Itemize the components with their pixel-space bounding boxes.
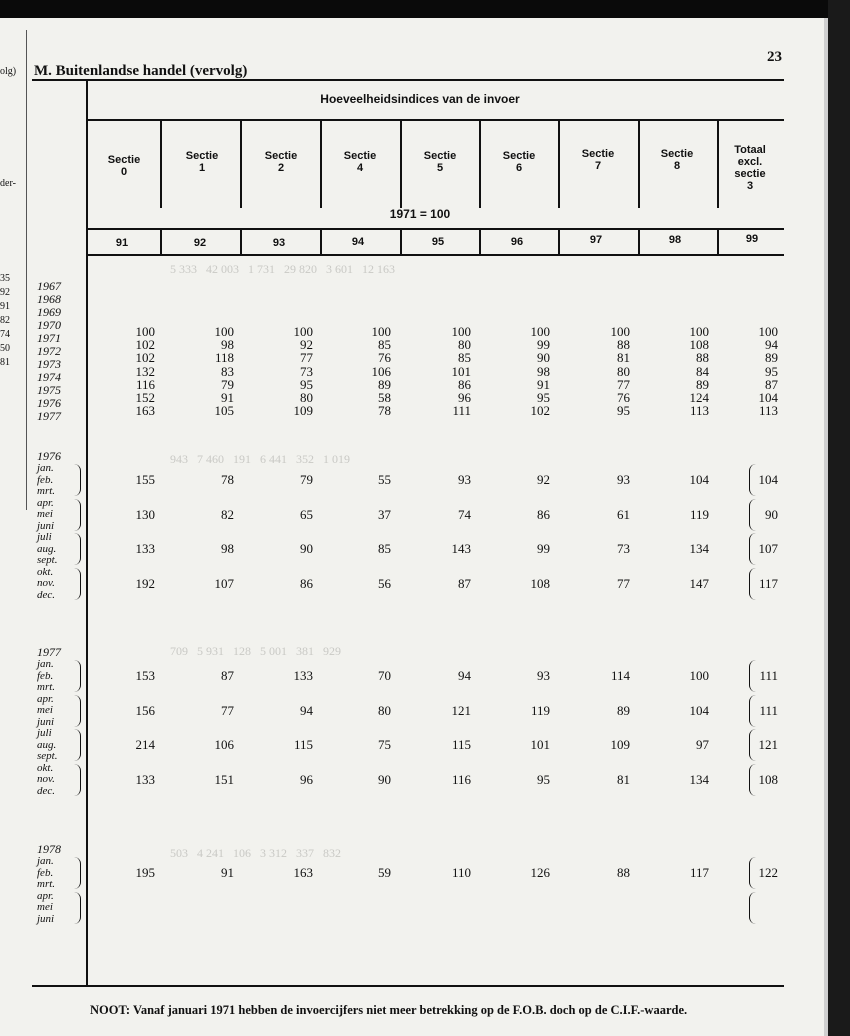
quarter-cell: 104 [689, 702, 709, 718]
annual-cell: 96 [458, 390, 471, 405]
quarter-brace [74, 892, 81, 924]
month-label: okt. [37, 565, 54, 578]
month-label: mei [37, 704, 53, 716]
annual-cell: 102 [135, 350, 155, 366]
annual-cell: 95 [537, 390, 550, 405]
quarter-cell: 37 [378, 506, 391, 522]
column-header: Sectie 4 [343, 150, 377, 174]
annual-cell: 108 [689, 337, 709, 353]
month-label: jan. [37, 462, 54, 474]
annual-cell: 88 [696, 350, 709, 366]
quarter-cell: 133 [293, 668, 313, 683]
quarter-brace [74, 729, 81, 761]
column-code: 95 [431, 236, 445, 248]
column-header: Sectie 6 [502, 150, 536, 174]
quarter-brace-right [749, 892, 756, 924]
quarter-cell: 195 [135, 865, 155, 880]
annual-cell: 88 [617, 337, 630, 353]
row-label: 1975 [37, 383, 61, 397]
column-header: Totaal excl. sectie 3 [734, 144, 766, 192]
annual-cell: 100 [530, 324, 550, 339]
annual-cell: 113 [758, 403, 778, 419]
column-code: 97 [589, 234, 603, 246]
quarter-brace [74, 533, 81, 565]
annual-cell: 84 [696, 363, 709, 379]
top-border [0, 0, 850, 18]
quarter-cell: 116 [451, 771, 471, 787]
rule-col [320, 120, 322, 208]
row-label: 1971 [37, 331, 61, 345]
quarter-cell: 134 [689, 771, 709, 787]
month-label: sept. [37, 554, 58, 566]
quarter-cell: 107 [214, 575, 234, 591]
page-title: M. Buitenlandse handel (vervolg) [34, 63, 248, 79]
margin-fragment: der- [0, 178, 16, 189]
annual-cell: 111 [452, 403, 471, 419]
annual-cell: 100 [371, 324, 391, 339]
month-label: jan. [37, 658, 54, 670]
quarter-cell: 101 [530, 737, 550, 752]
annual-cell: 87 [765, 376, 778, 392]
quarter-cell: 89 [617, 702, 630, 718]
quarter-cell: 79 [300, 472, 313, 487]
quarter-cell: 94 [458, 668, 471, 683]
margin-fragment: 35 [0, 273, 10, 284]
annual-cell: 100 [293, 324, 313, 339]
quarter-cell: 163 [293, 865, 313, 880]
bleed-through-text: 709 5 931 128 5 001 381 929 [170, 644, 341, 658]
annual-cell: 100 [689, 324, 709, 339]
row-label: 1974 [37, 370, 61, 384]
month-label: aug. [37, 738, 57, 751]
annual-cell: 76 [617, 390, 630, 405]
quarter-cell: 115 [293, 737, 313, 752]
quarter-cell: 117 [758, 575, 778, 591]
annual-cell: 109 [293, 403, 313, 419]
column-header: Sectie 5 [423, 150, 457, 174]
margin-fragment: 82 [0, 315, 10, 326]
quarter-cell: 90 [300, 541, 313, 556]
quarter-cell: 114 [610, 668, 630, 683]
annual-cell: 77 [300, 350, 313, 366]
block-year: 1978 [37, 842, 61, 856]
column-code: 93 [272, 237, 286, 249]
page-number: 23 [767, 49, 782, 65]
rule-code [558, 229, 560, 255]
quarter-cell: 86 [300, 575, 313, 591]
month-label: juni [37, 715, 55, 728]
quarter-cell: 88 [617, 865, 630, 880]
month-label: apr. [37, 496, 54, 509]
quarter-cell: 97 [696, 737, 709, 752]
quarter-cell: 115 [451, 737, 471, 752]
annual-cell: 85 [378, 337, 391, 353]
quarter-cell: 104 [689, 472, 709, 487]
quarter-cell: 153 [135, 668, 155, 683]
annual-cell: 106 [371, 363, 391, 379]
column-header: Sectie 7 [581, 148, 615, 172]
quarter-brace [74, 499, 81, 531]
annual-cell: 89 [378, 376, 391, 392]
quarter-cell: 121 [758, 737, 778, 752]
annual-cell: 100 [214, 324, 234, 339]
rule-code [479, 229, 481, 255]
quarter-cell: 78 [221, 472, 234, 487]
block-year: 1977 [37, 645, 61, 659]
quarter-cell: 122 [758, 865, 778, 880]
quarter-cell: 98 [221, 541, 234, 556]
rule-top [32, 79, 784, 81]
quarter-cell: 77 [221, 702, 234, 718]
annual-cell: 81 [617, 350, 630, 366]
rule-col [160, 120, 162, 208]
annual-cell: 79 [221, 376, 234, 392]
quarter-cell: 214 [135, 737, 155, 752]
quarter-cell: 55 [378, 472, 391, 487]
footnote: NOOT: Vanaf januari 1971 hebben de invoercijfers niet meer betrekking op de F.O.B. doch op de C.I.F.-waarde. [90, 1003, 688, 1017]
column-code: 96 [510, 236, 524, 248]
column-code: 92 [193, 237, 207, 249]
quarter-cell: 82 [221, 506, 234, 522]
quarter-cell: 111 [759, 668, 778, 683]
row-label: 1967 [37, 279, 61, 293]
column-header: Sectie 8 [660, 148, 694, 172]
rule-heading [86, 119, 784, 121]
quarter-brace [74, 857, 81, 889]
row-label: 1977 [37, 409, 61, 423]
quarter-cell: 151 [214, 771, 234, 787]
annual-cell: 94 [765, 337, 778, 353]
annual-cell: 132 [135, 363, 155, 379]
month-label: apr. [37, 889, 54, 902]
quarter-cell: 143 [451, 541, 471, 556]
quarter-brace [74, 660, 81, 692]
annual-cell: 86 [458, 376, 471, 392]
month-label: juni [37, 519, 55, 532]
annual-cell: 102 [530, 403, 550, 419]
quarter-cell: 99 [537, 541, 550, 556]
annual-cell: 85 [458, 350, 471, 366]
quarter-cell: 94 [300, 702, 313, 718]
quarter-cell: 90 [378, 771, 391, 787]
quarter-cell: 95 [537, 771, 550, 787]
annual-cell: 100 [135, 324, 155, 339]
quarter-cell: 133 [135, 771, 155, 787]
quarter-cell: 108 [758, 771, 778, 787]
quarter-cell: 93 [537, 668, 550, 683]
rule-stub [86, 80, 88, 985]
row-label: 1970 [37, 318, 61, 332]
quarter-cell: 87 [221, 668, 234, 683]
rule-col [479, 120, 481, 208]
month-label: sept. [37, 750, 58, 762]
annual-cell: 73 [300, 363, 313, 379]
quarter-cell: 110 [451, 865, 471, 880]
quarter-cell: 119 [689, 506, 709, 522]
quarter-cell: 87 [458, 575, 471, 591]
quarter-cell: 108 [530, 575, 550, 591]
quarter-cell: 96 [300, 771, 313, 787]
quarter-cell: 93 [458, 472, 471, 487]
row-label: 1972 [37, 344, 61, 358]
annual-cell: 116 [135, 376, 155, 392]
quarter-cell: 109 [610, 737, 630, 752]
rule-col [717, 120, 719, 208]
annual-cell: 99 [537, 337, 550, 353]
month-label: juli [37, 727, 52, 739]
quarter-cell: 74 [458, 506, 471, 522]
annual-cell: 102 [135, 337, 155, 353]
margin-fragment: 74 [0, 329, 10, 340]
annual-cell: 80 [458, 337, 471, 353]
annual-cell: 118 [214, 350, 234, 366]
page-edge [824, 18, 828, 1036]
block-year: 1976 [37, 449, 61, 463]
quarter-cell: 73 [617, 541, 630, 556]
margin-fragment: olg) [0, 66, 17, 77]
quarter-cell: 56 [378, 575, 391, 591]
month-label: feb. [37, 669, 54, 682]
month-label: dec. [37, 588, 56, 601]
month-label: mrt. [37, 878, 56, 890]
annual-cell: 163 [135, 403, 155, 419]
column-code: 94 [351, 236, 365, 248]
base-year-note: 1971 = 100 [389, 207, 451, 221]
annual-cell: 58 [378, 390, 391, 405]
quarter-cell: 126 [530, 865, 550, 880]
month-label: nov. [37, 773, 55, 785]
annual-cell: 101 [451, 363, 471, 379]
quarter-cell: 130 [135, 506, 155, 522]
month-label: mrt. [37, 681, 56, 693]
row-label: 1968 [37, 292, 61, 306]
annual-cell: 95 [617, 403, 630, 419]
annual-cell: 77 [617, 376, 630, 392]
bleed-through-text: 5 333 42 003 1 731 29 820 3 601 12 163 [170, 262, 395, 276]
column-code: 91 [115, 237, 129, 249]
annual-cell: 104 [758, 390, 778, 405]
column-code: 99 [745, 233, 759, 245]
column-header: Sectie 2 [264, 150, 298, 174]
month-label: aug. [37, 542, 57, 555]
quarter-cell: 147 [689, 575, 709, 591]
annual-cell: 100 [610, 324, 630, 339]
margin-fragment: 92 [0, 287, 10, 298]
month-label: okt. [37, 761, 54, 774]
rule-col [240, 120, 242, 208]
rule-code [717, 229, 719, 255]
quarter-cell: 156 [135, 702, 155, 718]
quarter-cell: 104 [758, 472, 778, 487]
table-heading: Hoeveelheidsindices van de invoer [320, 92, 520, 106]
bleed-through-text: 503 4 241 106 3 312 337 832 [170, 846, 341, 860]
row-label: 1973 [37, 357, 61, 371]
annual-cell: 89 [696, 376, 709, 392]
annual-cell: 91 [537, 376, 550, 392]
rule-code [638, 229, 640, 255]
annual-cell: 90 [537, 350, 550, 366]
annual-cell: 100 [451, 324, 471, 339]
annual-cell: 83 [221, 363, 234, 379]
quarter-cell: 85 [378, 541, 391, 556]
quarter-cell: 106 [214, 737, 234, 752]
annual-cell: 98 [221, 337, 234, 353]
quarter-cell: 86 [537, 506, 550, 522]
rule-code [400, 229, 402, 255]
quarter-cell: 77 [617, 575, 630, 591]
month-label: jan. [37, 855, 54, 867]
annual-cell: 95 [765, 363, 778, 379]
annual-cell: 152 [135, 390, 155, 405]
quarter-cell: 100 [689, 668, 709, 683]
rule-col [558, 120, 560, 208]
quarter-cell: 91 [221, 865, 234, 880]
right-border [828, 0, 850, 1036]
column-code: 98 [668, 234, 682, 246]
rule-code [160, 229, 162, 255]
quarter-cell: 155 [135, 472, 155, 487]
previous-page-margin [0, 30, 27, 510]
quarter-cell: 111 [759, 702, 778, 718]
annual-cell: 80 [300, 390, 313, 405]
quarter-cell: 117 [689, 865, 709, 880]
margin-fragment: 50 [0, 343, 10, 354]
month-label: nov. [37, 577, 55, 589]
quarter-cell: 133 [135, 541, 155, 556]
month-label: feb. [37, 473, 54, 486]
quarter-brace [74, 464, 81, 496]
bleed-through-text: 943 7 460 191 6 441 352 1 019 [170, 452, 350, 466]
quarter-brace [74, 568, 81, 600]
row-label: 1969 [37, 305, 61, 319]
rule-col [638, 120, 640, 208]
quarter-cell: 119 [530, 702, 550, 718]
annual-cell: 124 [689, 390, 709, 405]
annual-cell: 89 [765, 350, 778, 366]
rule-code [320, 229, 322, 255]
quarter-cell: 61 [617, 506, 630, 522]
quarter-cell: 81 [617, 771, 630, 787]
annual-cell: 91 [221, 390, 234, 405]
quarter-cell: 93 [617, 472, 630, 487]
month-label: dec. [37, 784, 56, 797]
month-label: mrt. [37, 485, 56, 497]
annual-cell: 105 [214, 403, 234, 419]
month-label: feb. [37, 866, 54, 879]
quarter-cell: 92 [537, 472, 550, 487]
rule-col [400, 120, 402, 208]
month-label: apr. [37, 692, 54, 705]
quarter-cell: 134 [689, 541, 709, 556]
month-label: juli [37, 531, 52, 543]
quarter-cell: 70 [378, 668, 391, 683]
annual-cell: 95 [300, 376, 313, 392]
quarter-brace [74, 764, 81, 796]
month-label: mei [37, 901, 53, 913]
quarter-cell: 121 [451, 702, 471, 718]
quarter-cell: 192 [135, 575, 155, 591]
quarter-cell: 65 [300, 506, 313, 522]
month-label: juni [37, 912, 55, 925]
quarter-cell: 80 [378, 702, 391, 718]
quarter-cell: 90 [765, 506, 778, 522]
row-label: 1976 [37, 396, 61, 410]
annual-cell: 76 [378, 350, 391, 366]
annual-cell: 113 [689, 403, 709, 419]
annual-cell: 92 [300, 337, 313, 353]
quarter-cell: 75 [378, 737, 391, 752]
rule-codes-top [86, 228, 784, 230]
annual-cell: 98 [537, 363, 550, 379]
column-header: Sectie 1 [185, 150, 219, 174]
annual-cell: 100 [758, 324, 778, 339]
rule-codes-bottom [86, 254, 784, 256]
rule-bottom [32, 985, 784, 987]
column-header: Sectie 0 [107, 154, 141, 178]
annual-cell: 78 [378, 403, 391, 419]
margin-fragment: 91 [0, 301, 10, 312]
rule-code [240, 229, 242, 255]
month-label: mei [37, 508, 53, 520]
margin-fragment: 81 [0, 357, 10, 368]
quarter-cell: 59 [378, 865, 391, 880]
annual-cell: 80 [617, 363, 630, 379]
quarter-brace [74, 695, 81, 727]
quarter-cell: 107 [758, 541, 778, 556]
